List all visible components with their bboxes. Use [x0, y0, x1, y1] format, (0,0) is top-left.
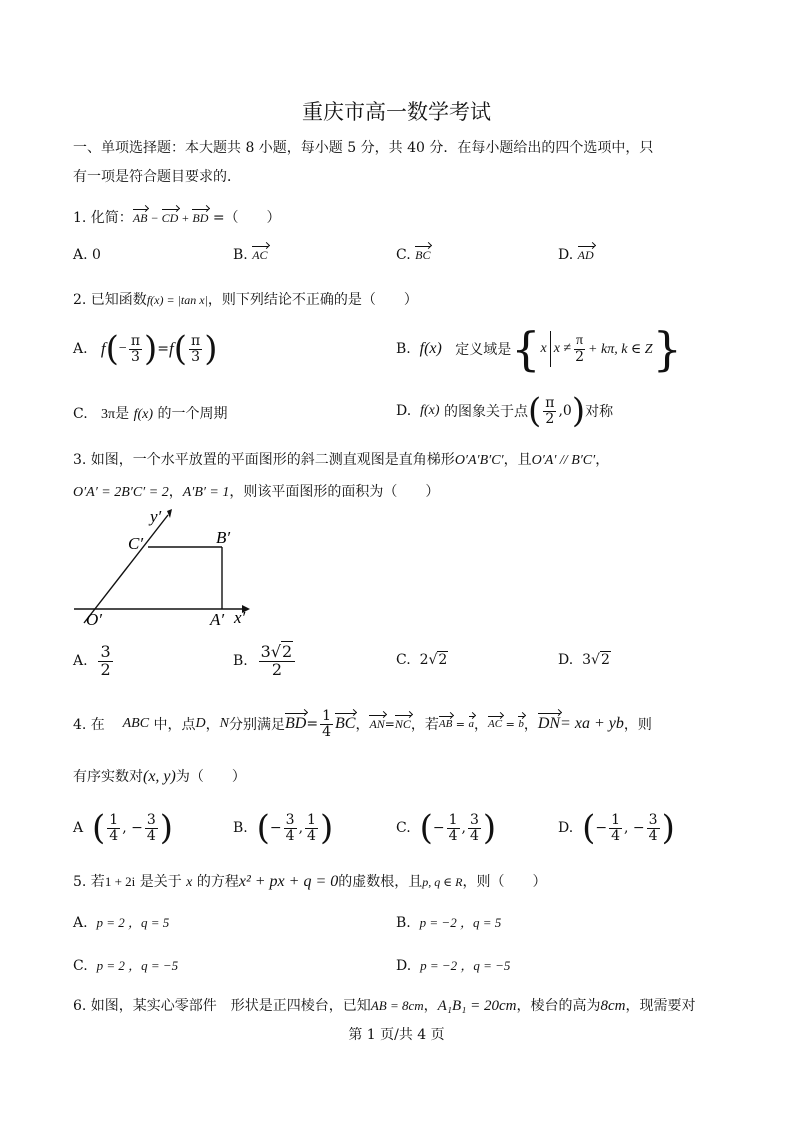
q5-mid3: 的虚数根，且 [338, 874, 423, 890]
q4-c-pre: − [432, 820, 445, 836]
q3-b-rad: 2 [282, 641, 293, 661]
q6-m3: 8cm [600, 998, 626, 1014]
label-a: A′ [210, 610, 225, 629]
q4-l2-suffix: 为（ ） [175, 769, 246, 785]
q2-a-f1: f [100, 339, 106, 358]
q1-option-a[interactable]: A. 0 [73, 247, 101, 263]
q3-l2-mid: ， [168, 484, 183, 500]
q6-sep1: ， [423, 998, 438, 1014]
q1-option-c-label: C. [396, 247, 411, 263]
q4-c-sep: , [461, 820, 466, 836]
q4-b-d1: 4 [285, 827, 295, 844]
q4-option-b-label: B. [233, 820, 248, 836]
q4-d-n1: 1 [611, 811, 621, 828]
question-3-line1 [73, 449, 609, 469]
q4-ze: ，则 [623, 717, 652, 733]
vector-ac: AC [252, 248, 268, 262]
q4-option-d[interactable]: D. ( − $\frac{1}{4}$ , − $\frac{3}{4}$ ) [558, 808, 675, 848]
q6-mid: ，棱台的高为 [516, 998, 601, 1014]
label-b: B′ [216, 528, 231, 547]
q4-l2-prefix: 有序实数对 [73, 769, 143, 785]
q2-d-two: 2 [545, 410, 555, 427]
q5-option-a-label: A. [73, 915, 88, 931]
q2-option-d[interactable]: D. f(x) 的图象关于点 ( $\frac{\pi}{2}$ ,0 ) 对称 [396, 391, 614, 431]
q5-eqn: x² + px + q = 0 [238, 873, 339, 890]
q5-a-text: p = 2 ，q = 5 [96, 915, 170, 930]
q1-option-c[interactable] [396, 247, 430, 263]
q4-d-d1: 4 [611, 827, 621, 844]
q4-mid2: 分别满足 [229, 717, 285, 733]
q6-suffix: ，现需要对 [625, 998, 696, 1014]
q5-root: 1 + 2i [104, 874, 136, 889]
q3-l1-mid: ，且 [503, 452, 532, 468]
q4-a-n2: 3 [146, 811, 156, 828]
q4-abc: ABC [122, 716, 150, 731]
page-footer: 第 1 页/共 4 页 [348, 1027, 445, 1043]
q2-a-f2: f [169, 339, 174, 358]
vector-cd: CD [161, 211, 179, 225]
q3-l1-prefix: 3. 如图，一个水平放置的平面图形的斜二测直观图是直角梯形 [73, 452, 455, 468]
q5-d-text: p = −2 ，q = −5 [420, 958, 511, 973]
q4-b-sep: , [298, 820, 304, 836]
q3-c-rad: 2 [438, 652, 448, 668]
q5-option-d[interactable] [396, 955, 510, 974]
q4-comma: ， [205, 717, 220, 733]
q4-d: D [195, 716, 206, 731]
q5-mid2: 的方程 [196, 874, 239, 890]
q2-option-b-label: B. [396, 341, 411, 357]
q3-l1-math2: O′A′ // B′C′ [531, 453, 596, 468]
vector-bc: BC [415, 248, 431, 262]
question-6-stem [73, 995, 696, 1015]
label-y: y′ [150, 507, 162, 526]
vector-ac-q4: AC [488, 718, 503, 730]
q4-c-d2: 4 [469, 827, 479, 844]
q5-suffix: ，则（ ） [462, 874, 547, 890]
q2-c-period: 的一个周期 [157, 406, 228, 422]
q3-b-coef: 3 [260, 641, 271, 661]
question-4-line1: 4. 在 ABC 中，点 D ， N 分别满足 BD = $\frac{1}{4}$ BC ， AN = NC ，若 AB = a ， AC = b ， DN = xa + yb ，则 [73, 707, 652, 740]
q2-a-eq: = [157, 341, 170, 357]
question-3-line2 [73, 481, 439, 501]
q3-d-coef: 3 [582, 652, 592, 668]
q3-l2-math1: O′A′ = 2B′C′ = 2 [73, 485, 169, 500]
q2-function: f(x) = |tan x| [146, 293, 208, 307]
q4-one: 1 [322, 707, 331, 724]
q2-d-text: 的图象关于点 [443, 404, 528, 420]
q1-option-b[interactable] [233, 247, 268, 263]
q5-prefix: 5. 若 [73, 874, 105, 890]
q1-plus: + [178, 211, 193, 225]
q4-expr: = xa + yb [560, 715, 624, 732]
vector-bd: BD [192, 211, 209, 225]
q3-option-c-label: C. [396, 652, 411, 668]
q2-option-a[interactable]: A. f ( − $\frac{\pi}{3}$ ) = f ( $\frac{\pi}{3}$ ) [73, 329, 218, 369]
q2-d-pi: π [545, 394, 555, 411]
q2-d-sym: 对称 [585, 404, 614, 420]
q4-option-a[interactable]: A ( $\frac{1}{4}$ , − $\frac{3}{4}$ ) [73, 808, 174, 848]
vector-b: b [518, 718, 524, 730]
q3-l2-end: ，则该平面图形的面积为（ ） [229, 484, 440, 500]
q5-option-b[interactable] [396, 912, 501, 931]
q4-a-d2: 4 [146, 827, 156, 844]
q1-minus: − [147, 211, 162, 225]
vector-bd-q4: BD [285, 715, 307, 732]
q4-b-pre: − [269, 820, 282, 836]
q4-d-n2: 3 [648, 811, 658, 828]
q3-a-den: 2 [100, 659, 111, 679]
q4-c-n2: 3 [469, 811, 479, 828]
vector-dn: DN [537, 715, 561, 732]
q2-b-set-x: x [540, 341, 547, 356]
q3-l1-end: ， [595, 452, 610, 468]
q5-option-a[interactable] [73, 912, 169, 931]
q2-suffix: ，则下列结论不正确的是（ ） [207, 292, 418, 308]
q2-option-c[interactable] [73, 403, 227, 423]
vector-ab: AB [132, 211, 148, 225]
q2-b-fx: f(x) [419, 340, 442, 357]
q4-c-d1: 4 [448, 827, 458, 844]
q4-d-sep: , − [624, 820, 645, 836]
q4-eq: = [306, 716, 319, 732]
q3-option-d-label: D. [558, 652, 574, 668]
q4-option-c[interactable]: C. ( − $\frac{1}{4}$ , $\frac{3}{4}$ ) [396, 808, 497, 848]
q2-b-cond2: + kπ, k ∈ Z [588, 341, 653, 357]
q3-option-a[interactable] [73, 640, 115, 682]
q2-option-c-label: C. [73, 406, 88, 422]
vector-ad: AD [577, 248, 594, 262]
q3-d-rad: 2 [600, 652, 610, 668]
q4-option-b[interactable]: B. ( − $\frac{3}{4}$ , $\frac{1}{4}$ ) [233, 808, 334, 848]
q6-m2: A₁B₁ = 20cm [437, 998, 517, 1014]
q2-b-cond1: x ≠ [553, 341, 572, 356]
label-o: O′ [86, 610, 102, 629]
q4-l2-math: (x, y) [143, 768, 176, 785]
q3-l1-math1: O′A′B′C′ [454, 453, 504, 468]
q2-option-d-label: D. [396, 403, 412, 419]
q2-prefix: 2. 已知函数 [73, 292, 147, 308]
vector-a: a [468, 718, 475, 730]
q4-b-d2: 4 [307, 827, 316, 844]
q4-option-a-label: A [73, 820, 84, 836]
q4-a-d1: 4 [109, 827, 119, 844]
q2-a-pi2: π [191, 332, 201, 349]
label-x: x′ [234, 608, 246, 627]
y-axis [84, 515, 168, 623]
q1-prefix: 1. 化简： [73, 210, 133, 226]
q4-option-d-label: D. [558, 820, 574, 836]
q4-ruo: ，若 [410, 717, 439, 733]
vector-an: AN [369, 716, 385, 731]
q2-c-fx: f(x) [133, 407, 153, 422]
q5-mid1: 是关于 [139, 874, 182, 890]
q3-option-c[interactable]: C. 2√2 [396, 652, 448, 668]
q3-option-a-label: A. [73, 653, 88, 669]
q3-option-b[interactable]: B. $\frac{3√2}{2}$ [233, 640, 297, 682]
q4-a-n1: 1 [109, 811, 119, 828]
q2-option-a-label: A. [73, 341, 88, 357]
q4-b-n2: 1 [307, 811, 316, 828]
q2-c-3pi: 3π [101, 407, 116, 422]
q3-option-d[interactable]: D. 3√2 [558, 652, 610, 668]
q2-a-neg: − [118, 341, 127, 356]
vector-nc: NC [394, 716, 411, 731]
vector-bc-q4: BC [334, 715, 356, 732]
section-heading-line2: 有一项是符合题目要求的． [73, 169, 241, 185]
q5-cond: p, q ∈ R [422, 875, 463, 889]
q2-b-two: 2 [575, 348, 585, 365]
label-c: C′ [128, 534, 144, 553]
q4-b-n1: 3 [285, 811, 295, 828]
q3-b-den: 2 [271, 659, 283, 679]
question-2-stem [73, 289, 418, 309]
q2-a-three1: 3 [130, 348, 140, 365]
q4-c-n1: 1 [448, 811, 458, 828]
q4-d-d2: 4 [648, 827, 658, 844]
q6-prefix: 6. 如图，某实心零部件 形状是正四棱台，已知 [73, 998, 371, 1014]
q5-x: x [186, 875, 193, 890]
q4-prefix: 4. 在 [73, 717, 105, 733]
q5-c-text: p = 2 ，q = −5 [96, 958, 179, 973]
section-heading-line1: 一、单项选择题：本大题共 8 小题，每小题 5 分，共 40 分．在每小题给出的四个选项中，只 [73, 140, 654, 156]
q2-d-fx: f(x) [420, 403, 440, 418]
q6-m1: AB = 8cm [370, 998, 424, 1013]
q4-d-pre: − [595, 820, 608, 836]
q3-option-b-label: B. [233, 653, 248, 669]
vector-ab-q4: AB [438, 718, 453, 730]
q4-eqs: = [384, 717, 395, 731]
q2-b-pi: π [576, 332, 584, 348]
q4-mid1: 中，点 [153, 717, 196, 733]
q2-d-zero: ,0 [558, 403, 572, 419]
q2-b-domain-text: 定义域是 [455, 342, 512, 358]
q3-c-coef: 2 [419, 652, 429, 668]
question-5-stem [73, 871, 546, 891]
q2-option-b[interactable]: B. f(x) 定义域是 { x x ≠ $\frac{\pi}{2}$ + kπ, k ∈ Z } [396, 322, 682, 376]
q4-a-sep: , − [122, 820, 143, 836]
question-4-line2 [73, 766, 246, 786]
q5-b-text: p = −2 ，q = 5 [419, 915, 502, 930]
page-title: 重庆市高一数学考试 [302, 100, 491, 124]
q4-n: N [219, 716, 229, 731]
q2-a-three2: 3 [191, 348, 201, 365]
q1-option-b-label: B. [233, 247, 248, 263]
q5-option-d-label: D. [396, 958, 412, 974]
q2-a-pi1: π [130, 332, 141, 349]
q1-option-d-label: D. [558, 247, 574, 263]
y-axis-arrow [167, 509, 172, 518]
q1-option-d[interactable] [558, 247, 594, 263]
q4-option-c-label: C. [396, 820, 411, 836]
q5-option-c-label: C. [73, 958, 88, 974]
q5-option-c[interactable] [73, 955, 178, 974]
question-1-stem [73, 207, 281, 227]
q3-l2-math2: A′B′ = 1 [182, 485, 230, 500]
trapezoid-figure [70, 505, 260, 635]
q5-option-b-label: B. [396, 915, 411, 931]
q1-suffix: =（ ） [212, 210, 281, 226]
q4-four: 4 [322, 723, 331, 740]
q2-c-shi: 是 [115, 406, 130, 422]
q3-a-num: 3 [100, 641, 111, 661]
